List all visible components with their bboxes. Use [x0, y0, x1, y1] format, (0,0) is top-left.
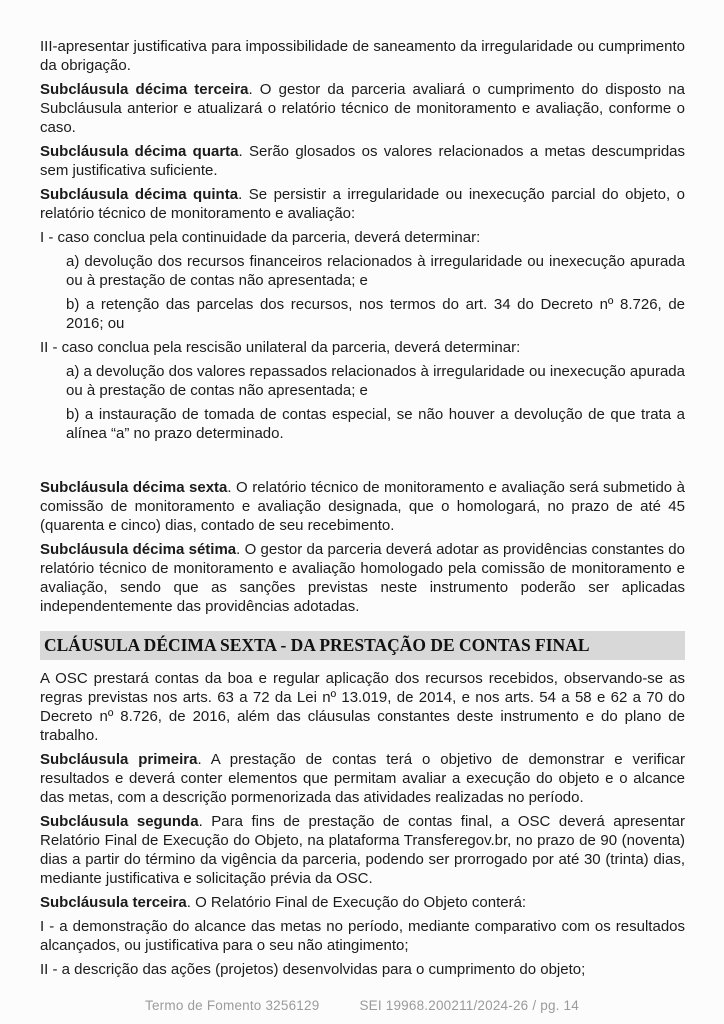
- paragraph-text: . Serão glosados os valores relacionados a metas descumpridas sem justificativa suficiente.: [40, 143, 686, 179]
- paragraph-lead: Subcláusula décima quinta: [40, 186, 239, 203]
- list-item-i-continuidade: I - caso conclua pela continuidade da parceria, deverá determinar:: [40, 229, 481, 246]
- paragraph-lead: Subcláusula décima terceira: [40, 81, 249, 98]
- paragraph-lead: Subcláusula décima sexta: [40, 479, 228, 496]
- paragraph-text: . O Relatório Final de Execução do Objeto conterá:: [186, 894, 527, 911]
- paragraph-lead: Subcláusula décima sétima: [40, 541, 237, 558]
- list-item-a-devolucao-recursos: a) devolução dos recursos financeiros relacionados à irregularidade ou inexecução apurada ou à prestação de contas não apresentada; e: [66, 253, 685, 289]
- paragraph-subclausula-decima-quarta: [40, 142, 685, 180]
- paragraph-subclausula-decima-terceira: [40, 80, 685, 137]
- footer-sei-ref: SEI 19968.200211/2024-26 / pg. 14: [359, 998, 579, 1013]
- page-footer: [0, 998, 724, 1013]
- paragraph-subclausula-terceira: [40, 893, 685, 912]
- paragraph-osc-prestara-contas: A OSC prestará contas da boa e regular aplicação dos recursos recebidos, observando-se as regras previstas nos arts. 63 a 72 da Lei nº 13.019, de 2014, e nos arts. 54 a 58 e 62 a 70 do Decreto nº 8.726, de 2016, além das cláusulas constantes deste instrumento e do plano de trabalho.: [40, 670, 685, 744]
- paragraph-lead: Subcláusula segunda: [40, 813, 199, 830]
- paragraph-text: . O gestor da parceria avaliará o cumprimento do disposto na Subcláusula anterior e atualizará o relatório técnico de monitoramento e avaliação, conforme o caso.: [40, 81, 685, 136]
- list-item-a-devolucao-valores: a) a devolução dos valores repassados relacionados à irregularidade ou inexecução apurada ou à prestação de contas não apresentada; e: [66, 363, 685, 399]
- list-item-i-demonstracao-metas: I - a demonstração do alcance das metas no período, mediante comparativo com os resultados alcançados, ou justificativa para o seu não atingimento;: [40, 918, 685, 954]
- list-item-b-tomada-contas: b) a instauração de tomada de contas especial, se não houver a devolução de que trata a alínea “a” no prazo determinado.: [66, 406, 685, 442]
- paragraph-subclausula-primeira: [40, 750, 685, 807]
- paragraph-subclausula-decima-sexta: [40, 478, 685, 535]
- list-item-b-retencao-parcelas: b) a retenção das parcelas dos recursos, nos termos do art. 34 do Decreto nº 8.726, de 2016; ou: [66, 296, 685, 332]
- document-body: [40, 37, 685, 979]
- paragraph-text: . A prestação de contas terá o objetivo de demonstrar e verificar resultados e deverá conter elementos que permitam avaliar a execução do objeto e o alcance das metas, com a descrição pormenorizada das atividades realizadas no período.: [40, 751, 685, 806]
- paragraph-subclausula-decima-setima: [40, 540, 685, 616]
- footer-doc-ref: Termo de Fomento 3256129: [145, 998, 320, 1013]
- paragraph-lead: Subcláusula terceira: [40, 894, 187, 911]
- paragraph-text: . Se persistir a irregularidade ou inexecução parcial do objeto, o relatório técnico de monitoramento e avaliação:: [40, 186, 685, 222]
- list-item-ii-descricao-acoes: II - a descrição das ações (projetos) desenvolvidas para o cumprimento do objeto;: [40, 961, 586, 978]
- paragraph-iii-justificativa: III-apresentar justificativa para impossibilidade de saneamento da irregularidade ou cumprimento da obrigação.: [40, 38, 685, 74]
- paragraph-subclausula-segunda: [40, 812, 685, 888]
- paragraph-text: . Para fins de prestação de contas final, a OSC deverá apresentar Relatório Final de Execução do Objeto, na plataforma Transferegov.br, no prazo de 90 (noventa) dias a partir do término da vigência da parceria, podendo ser prorrogado por até 30 (trinta) dias, mediante justificativa e solicitação prévia da OSC.: [40, 813, 685, 887]
- paragraph-text: . O relatório técnico de monitoramento e avaliação será submetido à comissão de monitoramento e avaliação designada, que o homologará, no prazo de até 45 (quarenta e cinco) dias, contado de seu recebimento.: [40, 479, 685, 534]
- paragraph-text: . O gestor da parceria deverá adotar as providências constantes do relatório técnico de monitoramento e avaliação homologado pela comissão de monitoramento e avaliação, sendo que as sanções previstas neste instrumento poderão ser aplicadas independentemente das providências adotadas.: [40, 541, 685, 615]
- paragraph-lead: Subcláusula primeira: [40, 751, 198, 768]
- paragraph-subclausula-decima-quinta: [40, 185, 685, 223]
- paragraph-lead: Subcláusula décima quarta: [40, 143, 239, 160]
- list-item-ii-rescisao: II - caso conclua pela rescisão unilateral da parceria, deverá determinar:: [40, 339, 521, 356]
- section-heading-clausula-decima-sexta: CLÁUSULA DÉCIMA SEXTA - DA PRESTAÇÃO DE CONTAS FINAL: [40, 631, 685, 660]
